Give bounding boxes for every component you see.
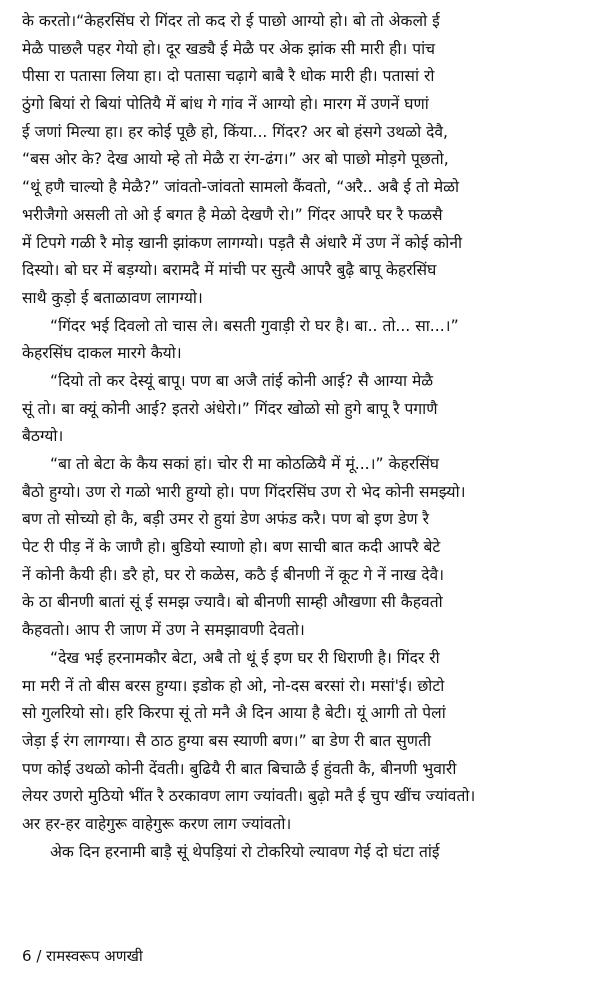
text-line: कैहवतो। आप री जाण में उण ने समझावणी देवतो।	[22, 621, 305, 640]
text-line: साथै कुड़ो ई बताळावण लागग्यो।	[22, 288, 203, 307]
text-line: अर हर-हर वाहेगुरू वाहेगुरू करण लाग ज्यांवतो।	[22, 814, 292, 833]
text-line: के ठा बीनणी बातां सूं ई समझ ज्यावै। बो बीनणी साम्ही औखणा सी कैहवतो	[22, 593, 443, 612]
text-line: “गिंदर भई दिवलो तो चास ले। बसती गुवाड़ी रो घर है। बा.. तो... सा...।”	[50, 316, 459, 335]
text-line: “थूं हणै चाल्यो है मेळै?” जांवतो-जांवतो सामलो कैंवतो, “अरै.. अबै ई तो मेळो	[22, 178, 460, 197]
text-line: “बस ओर के? देख आयो म्हे तो मेळै रा रंग-ढंग।” अर बो पाछो मोड़गे पूछतो,	[22, 150, 449, 169]
page-number: 6	[22, 947, 32, 965]
author-name: रामस्वरूप अणखी	[46, 947, 143, 965]
text-line: सूं तो। बा क्यूं कोनी आई? इतरो अंधेरो।” गिंदर खोळो सो हुगे बापू रै पगाणै	[22, 399, 438, 418]
document-page	[22, 8, 582, 866]
text-line: बैठग्यो।	[22, 427, 64, 446]
text-line: बैठो हुग्यो। उण रो गळो भारी हुग्यो हो। पण गिंदरसिंघ उण रो भेद कोनी समझ्यो।	[22, 482, 466, 501]
text-line: नें कोनी कैयी ही। डरै हो, घर रो कळेस, कठै ई बीनणी नें कूट गे नें नाख देवै।	[22, 565, 445, 584]
text-line: “बा तो बेटा के कैय सकां हां। चोर री मा कोठळियै में मूं...।” केहरसिंघ	[50, 455, 440, 473]
text-line: के करतो।“केहरसिंघ रो गिंदर तो कद रो ई पाछो आग्यो हो। बो तो अेकलो ई	[22, 12, 440, 30]
text-line: में टिपगे गळी रै मोड़ खानी झांकण लागग्यो। पड़तै सै अंधारै में उण नें कोई कोनी	[22, 233, 463, 252]
text-line: सो गुलरियो सो। हरि किरपा सूं तो मनै अै दिन आया है बेटी। यूं आगी तो पेलां	[22, 704, 446, 723]
text-line: पेट री पीड़ नें के जाणै हो। बुडियो स्याणो हो। बण साची बात कदी आपरै बेटे	[22, 538, 441, 557]
text-line: पण कोई उथळो कोनी देंवती। बुढियै री बात बिचाळै ई हुंवती कै, बीनणी भुवारी	[22, 759, 457, 778]
text-line: जेड़ा ई रंग लागग्या। सै ठाठ हुग्या बस स्याणी बण।” बा डेण री बात सुणती	[22, 731, 431, 750]
text-line: ई जणां मिल्या हा। हर कोई पूछै हो, किंया... गिंदर? अर बो हंसगे उथळो देवै,	[22, 122, 448, 141]
text-line: मा मरी नें तो बीस बरस हुग्या। इडोक हो ओ, नो-दस बरसां रो। मसां'ई। छोटो	[22, 676, 445, 695]
text-line: “देख भई हरनामकौर बेटा, अबै तो थूं ई इण घर री धिराणी है। गिंदर री	[50, 648, 440, 667]
text-line: बण तो सोच्यो हो कै, बड़ी उमर रो हुयां डेण अफंड करै। पण बो इण डेण रै	[22, 510, 429, 529]
text-line: ठुंगो बियां रो बियां पोतियै में बांध गे गांव नें आग्यो हो। मारग में उणनें घणां	[22, 95, 429, 114]
text-line: केहरसिंघ दाकल मारगे कैयो।	[22, 344, 182, 363]
text-line: लेयर उणरो मुठियो भींत रै ठरकावण लाग ज्यांवती। बुढ़ो मतै ई चुप खींच ज्यांवतो।	[22, 787, 476, 806]
text-line: मेळै पाछलै पहर गेयो हो। दूर खड्यै ई मेळै पर अेक झांक सी मारी ही। पांच	[22, 39, 436, 58]
text-line: अेक दिन हरनामी बाड़ै सूं थेपड़ियां रो टोकरियो ल्यावण गेई दो घंटा तांई	[50, 842, 440, 861]
footer-separator: /	[36, 947, 42, 965]
text-line: दिस्यो। बो घर में बड़ग्यो। बरामदै में मांची पर सुत्यै आपरै बुढ़ै बापू केहरसिंघ	[22, 261, 437, 280]
text-line: पीसा रा पतासा लिया हा। दो पतासा चढ़ागे बाबै रै धोक मारी ही। पतासां रो	[22, 67, 435, 86]
text-line: “दियो तो कर देस्यूं बापू। पण बा अजै तांई कोनी आई? सै आग्या मेळै	[50, 371, 434, 390]
text-line: भरीजैगो असली तो ओ ई बगत है मेळो देखणै रो।” गिंदर आपरै घर रै फळसै	[22, 205, 443, 224]
page-footer	[22, 946, 143, 966]
